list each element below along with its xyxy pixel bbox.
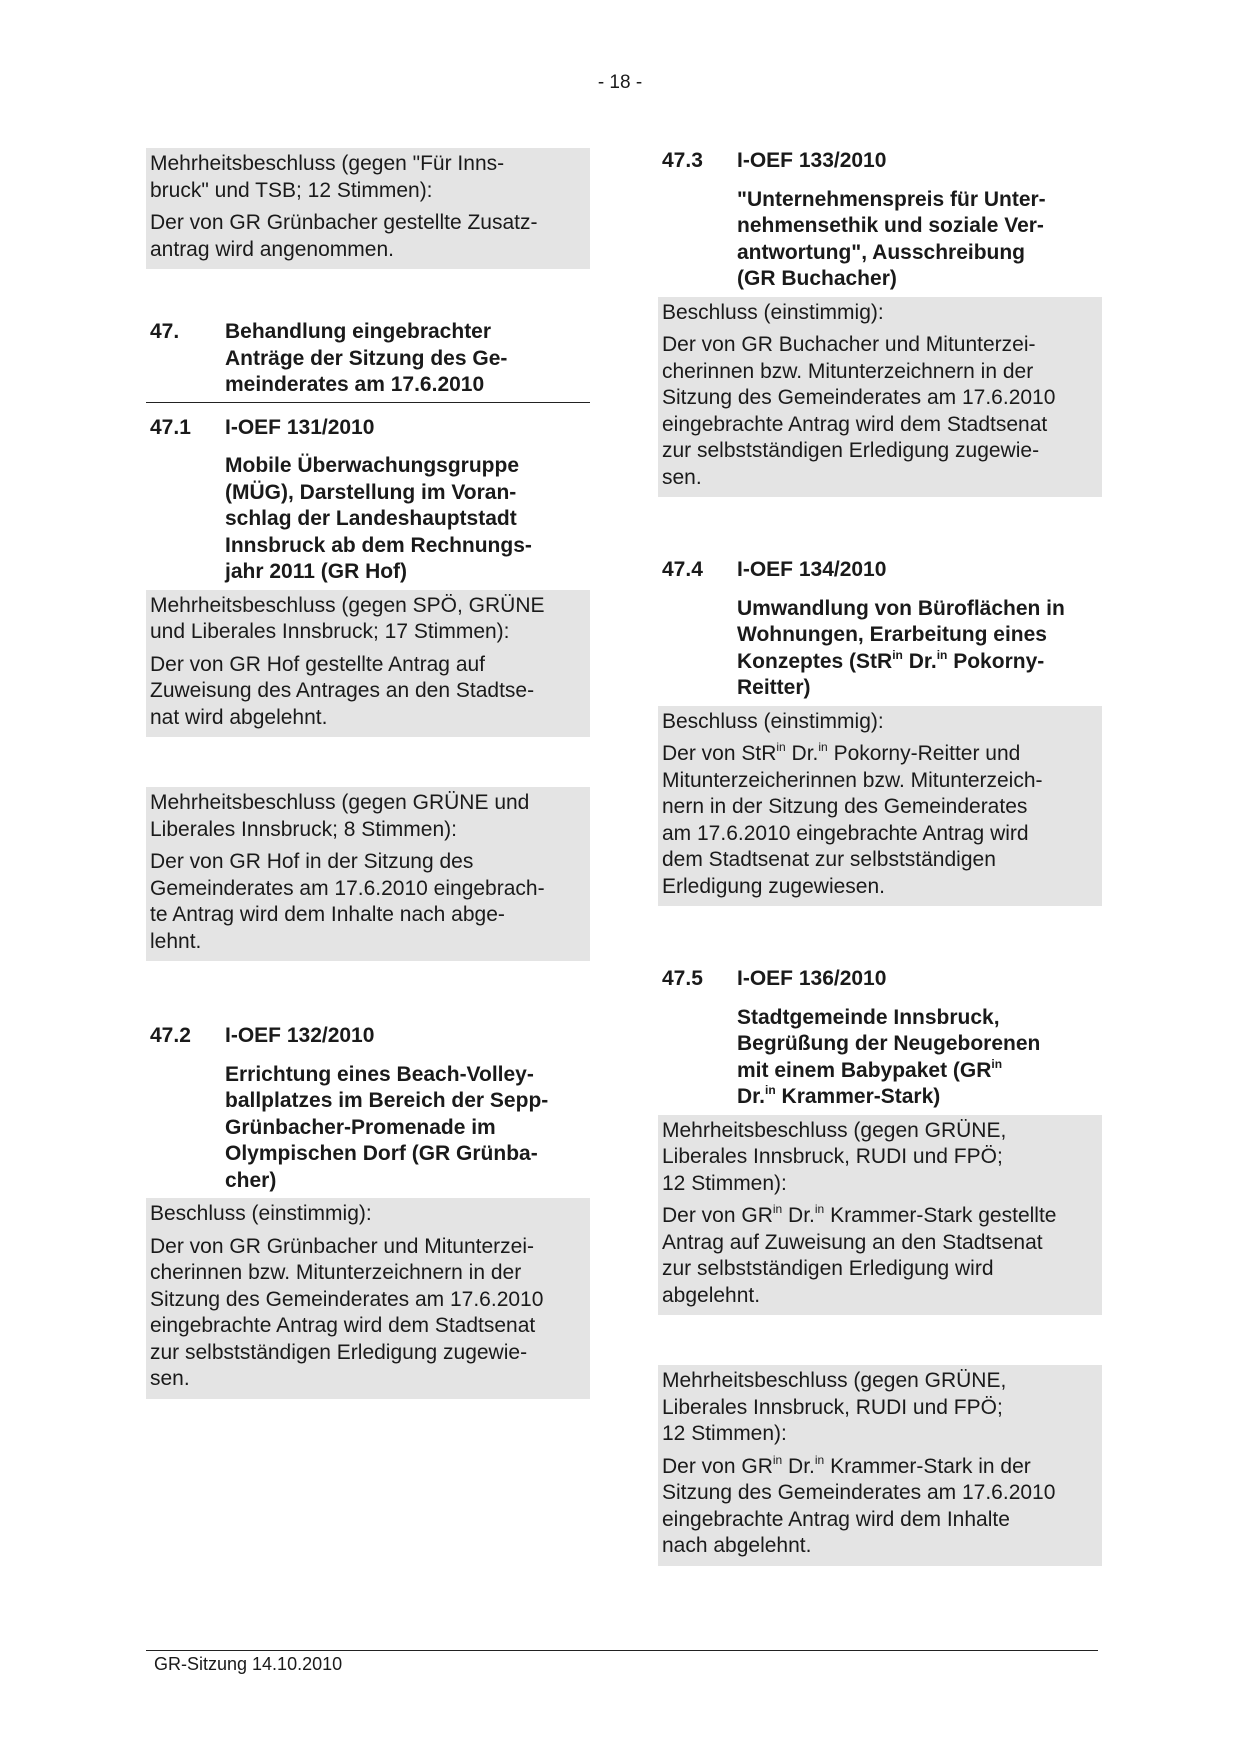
text-fragment: Dr. <box>782 1204 815 1227</box>
title-fragment: Dr. <box>902 649 937 673</box>
item-heading-47-2 <box>146 1023 590 1050</box>
item-title <box>146 453 590 586</box>
title-fragment: Dr. <box>737 1085 766 1108</box>
vote-line: bruck" und TSB; 12 Stimmen): <box>150 178 433 202</box>
vote-line: Mehrheitsbeschluss (gegen "Für Inns- <box>150 152 505 175</box>
text-line: Erledigung zugewiesen. <box>662 874 885 898</box>
text-line: eingebrachte Antrag wird dem Inhalte <box>662 1507 1010 1531</box>
vote-line: 12 Stimmen): <box>662 1422 787 1445</box>
resolution-box <box>146 1198 590 1399</box>
text-line: Sitzung des Gemeinderates am 17.6.2010 <box>662 1481 1056 1504</box>
item-title <box>658 1005 1102 1111</box>
text-line: antrag wird angenommen. <box>150 237 394 261</box>
footer-divider <box>146 1650 1098 1651</box>
resolution-box <box>146 787 590 961</box>
item-title-line: Mobile Überwachungsgruppe <box>225 454 520 477</box>
text-line: Der von GR Grünbacher und Mitunterzei- <box>150 1234 534 1258</box>
superscript: in <box>936 647 948 662</box>
text-fragment: Der von GR <box>662 1454 773 1478</box>
text-line: cherinnen bzw. Mitunterzeichnern in der <box>662 359 1034 383</box>
resolution-box <box>658 1115 1102 1316</box>
item-title-line: Innsbruck ab dem Rechnungs- <box>225 533 532 557</box>
item-title-line: Reitter) <box>737 676 811 699</box>
item-code: I-OEF 131/2010 <box>225 415 375 439</box>
vote-line: Liberales Innsbruck, RUDI und FPÖ; <box>662 1145 1003 1168</box>
text-line: Der von GR Hof in der Sitzung des <box>150 850 474 873</box>
superscript: in <box>818 740 828 754</box>
superscript: in <box>776 740 786 754</box>
text-line: Gemeinderates am 17.6.2010 eingebrach- <box>150 876 545 900</box>
item-title-line <box>737 1084 1098 1111</box>
title-fragment: Konzeptes (StR <box>737 649 893 673</box>
item-code: I-OEF 136/2010 <box>737 967 887 990</box>
item-title-line: cher) <box>225 1168 277 1192</box>
text-fragment: Pokorny-Reitter und <box>827 742 1021 765</box>
item-title-line <box>737 1058 1098 1085</box>
resolution-box <box>658 297 1102 498</box>
section-number: 47. <box>150 320 180 343</box>
item-number: 47.5 <box>662 967 703 990</box>
item-title-line: Begrüßung der Neugeborenen <box>737 1032 1041 1055</box>
superscript: in <box>772 1452 783 1467</box>
text-line: Der von GR Grünbacher gestellte Zusatz- <box>150 211 538 234</box>
vote-line: Beschluss (einstimmig): <box>662 300 884 324</box>
item-heading-47-3 <box>658 148 1102 175</box>
item-title-line: (MÜG), Darstellung im Voran- <box>225 480 517 504</box>
superscript: in <box>765 1083 776 1097</box>
page-footer: GR-Sitzung 14.10.2010 <box>154 1654 343 1674</box>
text-fragment: Dr. <box>782 1454 815 1478</box>
text-line: eingebrachte Antrag wird dem Stadtsenat <box>150 1314 536 1337</box>
title-fragment: Krammer-Stark) <box>775 1085 941 1108</box>
section-title-line: Behandlung eingebrachter <box>225 320 492 343</box>
text-line: nat wird abgelehnt. <box>150 705 328 729</box>
item-title-line: schlag der Landeshauptstadt <box>225 507 517 530</box>
text-line: Sitzung des Gemeinderates am 17.6.2010 <box>150 1287 544 1311</box>
vote-line: Mehrheitsbeschluss (gegen GRÜNE, <box>662 1118 1007 1142</box>
item-title <box>146 1062 590 1195</box>
item-code: I-OEF 133/2010 <box>737 149 887 172</box>
superscript: in <box>772 1202 783 1216</box>
text-line: am 17.6.2010 eingebrachte Antrag wird <box>662 821 1029 845</box>
text-line: zur selbstständigen Erledigung zugewie- <box>662 439 1040 462</box>
text-line <box>662 1454 1098 1481</box>
vote-line: 12 Stimmen): <box>662 1171 787 1195</box>
vote-line: Liberales Innsbruck, RUDI und FPÖ; <box>662 1395 1003 1419</box>
item-title-line <box>737 649 1098 676</box>
vote-line: Liberales Innsbruck; 8 Stimmen): <box>150 817 457 841</box>
resolution-box <box>146 148 590 269</box>
item-title-line: antwortung", Ausschreibung <box>737 240 1026 264</box>
item-title-line: jahr 2011 (GR Hof) <box>225 560 408 583</box>
item-title-line: Wohnungen, Erarbeitung eines <box>737 623 1047 646</box>
title-fragment: mit einem Babypaket (GR <box>737 1058 992 1082</box>
item-title-line: "Unternehmenspreis für Unter- <box>737 187 1046 211</box>
item-title <box>658 187 1102 293</box>
text-line: Mitunterzeicherinnen bzw. Mitunterzeich- <box>662 768 1043 792</box>
superscript: in <box>892 647 903 662</box>
text-fragment: Dr. <box>785 742 819 765</box>
text-line: zur selbstständigen Erledigung wird <box>662 1257 994 1280</box>
left-column <box>146 148 590 1399</box>
item-title-line: Umwandlung von Büroflächen in <box>737 596 1065 620</box>
item-number: 47.4 <box>662 558 703 581</box>
text-line: Antrag auf Zuweisung an den Stadtsenat <box>662 1230 1043 1254</box>
item-title-line: nehmensethik und soziale Ver- <box>737 214 1044 237</box>
item-heading-47-1 <box>146 415 590 442</box>
section-title-line: meinderates am 17.6.2010 <box>225 373 485 396</box>
text-line: Sitzung des Gemeinderates am 17.6.2010 <box>662 386 1056 409</box>
superscript: in <box>814 1452 825 1467</box>
text-line: eingebrachte Antrag wird dem Stadtsenat <box>662 412 1048 436</box>
text-line: te Antrag wird dem Inhalte nach abge- <box>150 903 505 926</box>
superscript: in <box>814 1202 825 1216</box>
text-fragment: Krammer-Stark gestellte <box>824 1204 1057 1227</box>
item-number: 47.1 <box>150 415 191 439</box>
text-fragment: Der von GR <box>662 1204 773 1227</box>
vote-line: Beschluss (einstimmig): <box>150 1202 372 1225</box>
item-title <box>658 596 1102 702</box>
text-line: sen. <box>662 465 702 489</box>
item-title-line: Grünbacher-Promenade im <box>225 1115 496 1139</box>
text-line: cherinnen bzw. Mitunterzeichnern in der <box>150 1261 522 1284</box>
text-line <box>662 1203 1098 1230</box>
text-line: nach abgelehnt. <box>662 1534 812 1557</box>
text-line: Zuweisung des Antrages an den Stadtse- <box>150 679 535 702</box>
item-heading-47-5 <box>658 966 1102 993</box>
resolution-box <box>658 1365 1102 1566</box>
text-line: Der von GR Hof gestellte Antrag auf <box>150 652 486 676</box>
text-line: zur selbstständigen Erledigung zugewie- <box>150 1340 528 1364</box>
item-heading-47-4 <box>658 557 1102 584</box>
item-code: I-OEF 134/2010 <box>737 558 887 581</box>
vote-line: Mehrheitsbeschluss (gegen GRÜNE, <box>662 1369 1007 1392</box>
text-line: Der von GR Buchacher und Mitunterzei- <box>662 333 1036 356</box>
item-number: 47.2 <box>150 1024 191 1047</box>
vote-line: Beschluss (einstimmig): <box>662 709 884 733</box>
item-title-line: ballplatzes im Bereich der Sepp- <box>225 1089 549 1112</box>
resolution-box <box>146 590 590 738</box>
page-number: - 18 - <box>597 72 643 93</box>
vote-line: Mehrheitsbeschluss (gegen GRÜNE und <box>150 791 530 814</box>
text-line: abgelehnt. <box>662 1283 761 1307</box>
item-title-line: Errichtung eines Beach-Volley- <box>225 1062 534 1086</box>
item-title-line: Stadtgemeinde Innsbruck, <box>737 1005 1000 1029</box>
title-fragment: Pokorny- <box>947 649 1045 673</box>
section-title-line: Anträge der Sitzung des Ge- <box>225 346 508 370</box>
item-number: 47.3 <box>662 149 703 172</box>
text-line: lehnt. <box>150 929 202 953</box>
item-title-line: Olympischen Dorf (GR Grünba- <box>225 1142 538 1165</box>
right-column <box>658 148 1102 1566</box>
item-title-line: (GR Buchacher) <box>737 267 897 290</box>
text-line: sen. <box>150 1367 190 1390</box>
superscript: in <box>991 1056 1003 1071</box>
text-line: dem Stadtsenat zur selbstständigen <box>662 848 996 871</box>
text-line <box>662 741 1098 768</box>
item-code: I-OEF 132/2010 <box>225 1024 375 1047</box>
section-heading-47 <box>146 319 590 399</box>
vote-line: Mehrheitsbeschluss (gegen SPÖ, GRÜNE <box>150 593 545 617</box>
text-fragment: Der von StR <box>662 742 777 765</box>
resolution-box <box>658 706 1102 907</box>
text-fragment: Krammer-Stark in der <box>824 1454 1031 1478</box>
vote-line: und Liberales Innsbruck; 17 Stimmen): <box>150 620 510 643</box>
text-line: nern in der Sitzung des Gemeinderates <box>662 795 1028 818</box>
